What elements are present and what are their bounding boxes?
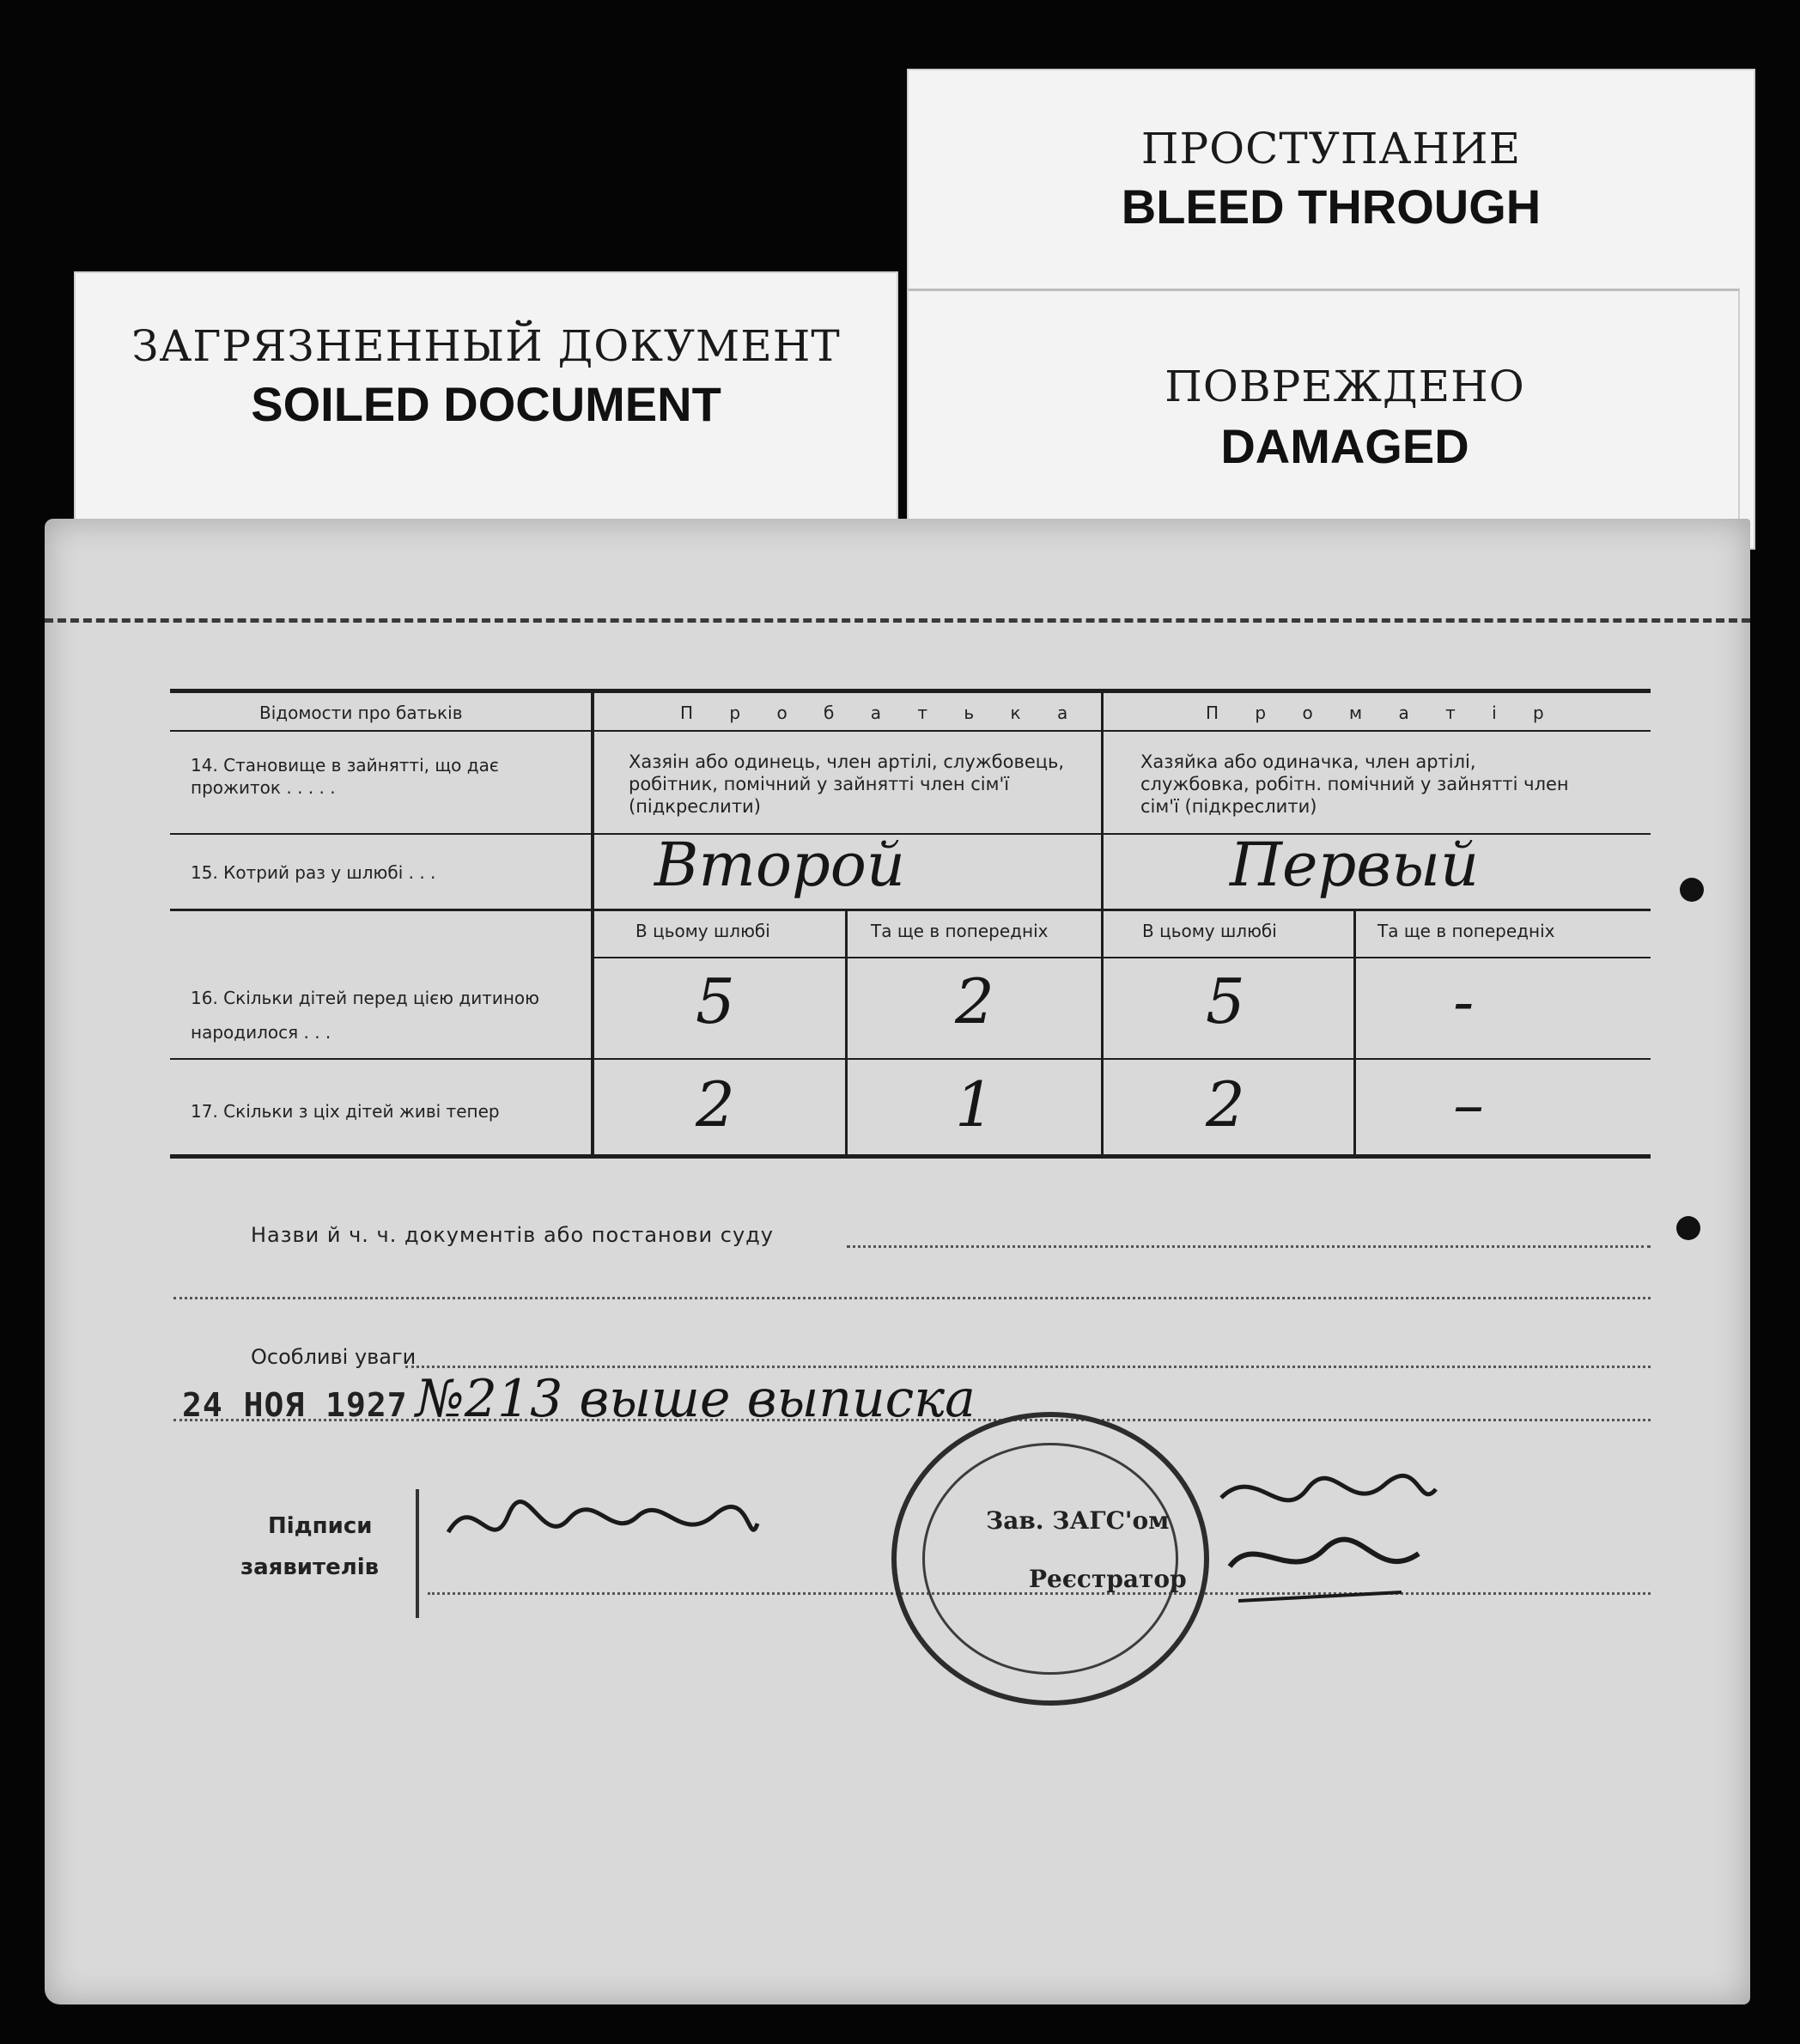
bleed-through-ru: ПРОСТУПАНИЕ (1140, 124, 1522, 173)
subheader-mother-in-marriage: В цьому шлюбі (1142, 921, 1277, 941)
row17-mother-current: 2 (1206, 1068, 1245, 1141)
signatures-label-2: заявителів (240, 1554, 380, 1580)
subheader-father-in-marriage: В цьому шлюбі (635, 921, 770, 941)
row15-label: 15. Котрий раз у шлюбі . . . (191, 862, 436, 883)
signatures-brace (416, 1489, 419, 1618)
punch-hole (1680, 878, 1704, 902)
subheader-rule (594, 957, 1651, 958)
row17-father-previous: 1 (955, 1068, 994, 1141)
row15-mother-value: Первый (1230, 830, 1480, 900)
special-notes-label: Особливі уваги (251, 1345, 417, 1369)
row15-father-value: Второй (654, 830, 905, 900)
signatures-label-1: Підписи (268, 1513, 373, 1539)
soiled-document-en: SOILED DOCUMENT (251, 377, 721, 431)
row15-rule (170, 909, 1651, 911)
row16-rule (170, 1058, 1651, 1060)
col-divider-4 (1353, 910, 1356, 1158)
col-divider-1 (591, 690, 594, 1158)
official-signatures (1204, 1463, 1444, 1609)
row17-father-current: 2 (696, 1068, 735, 1141)
bleed-through-en: BLEED THROUGH (1121, 179, 1542, 234)
subheader-mother-previous: Та ще в попередніх (1377, 921, 1555, 941)
punch-hole (1676, 1216, 1700, 1240)
table-bottom-rule (170, 1154, 1651, 1159)
row17-label: 17. Скільки з ціх дітей живі тепер (191, 1101, 500, 1122)
soiled-document-ru: ЗАГРЯЗНЕННЫЙ ДОКУМЕНТ (131, 321, 841, 371)
dashed-cut-line (45, 618, 1750, 623)
row14-label: 14. Становище в зайнятті, що дає прожиток . . . . . (191, 755, 499, 798)
received-date-stamp: 24 НОЯ 1927 (182, 1386, 408, 1424)
col-divider-3 (845, 910, 848, 1158)
row16-label: 16. Скільки дітей перед цією дитиною народилося . . . (191, 988, 539, 1043)
row17-mother-previous: – (1453, 1068, 1484, 1141)
soiled-document-label (74, 271, 898, 555)
damaged-label (907, 289, 1740, 546)
head-label: Зав. ЗАГС'ом (986, 1506, 1170, 1535)
documents-line-2 (173, 1297, 1651, 1299)
table-top-rule (170, 689, 1651, 693)
row16-mother-previous: - (1453, 965, 1475, 1037)
applicant-signature (440, 1481, 766, 1575)
row16-father-current: 5 (696, 965, 735, 1037)
official-seal (891, 1412, 1209, 1706)
table-header-rule (170, 730, 1651, 732)
row14-mother-options: Хазяйка або одиначка, член артілі, службовка, робітн. помічний у зайнятті член сім'ї (підкреслити) (1140, 751, 1569, 817)
notes-handwritten: №213 выше выписка (416, 1369, 976, 1429)
registration-form-page (45, 519, 1750, 2004)
notes-line-1 (405, 1366, 1651, 1368)
documents-label: Назви й ч. ч. документів або постанови суду (251, 1223, 774, 1247)
damaged-ru: ПОВРЕЖДЕНО (1165, 362, 1525, 411)
damaged-en: DAMAGED (1220, 419, 1469, 473)
row16-father-previous: 2 (955, 965, 994, 1037)
notes-line-2 (173, 1419, 1651, 1421)
header-parents-info: Відомости про батьків (259, 703, 463, 723)
row14-father-options: Хазяін або одинець, член артілі, службовець, робітник, помічний у зайнятті член сім'ї (підкреслити) (629, 751, 1065, 817)
col-divider-2 (1101, 690, 1104, 1158)
documents-line-1 (847, 1245, 1651, 1248)
registrar-label: Реєстратор (1029, 1565, 1187, 1593)
row16-mother-current: 5 (1206, 965, 1245, 1037)
subheader-father-previous: Та ще в попередніх (871, 921, 1049, 941)
header-about-father: П р о б а т ь к а (680, 703, 1084, 723)
header-about-mother: П р о м а т і р (1206, 703, 1560, 723)
